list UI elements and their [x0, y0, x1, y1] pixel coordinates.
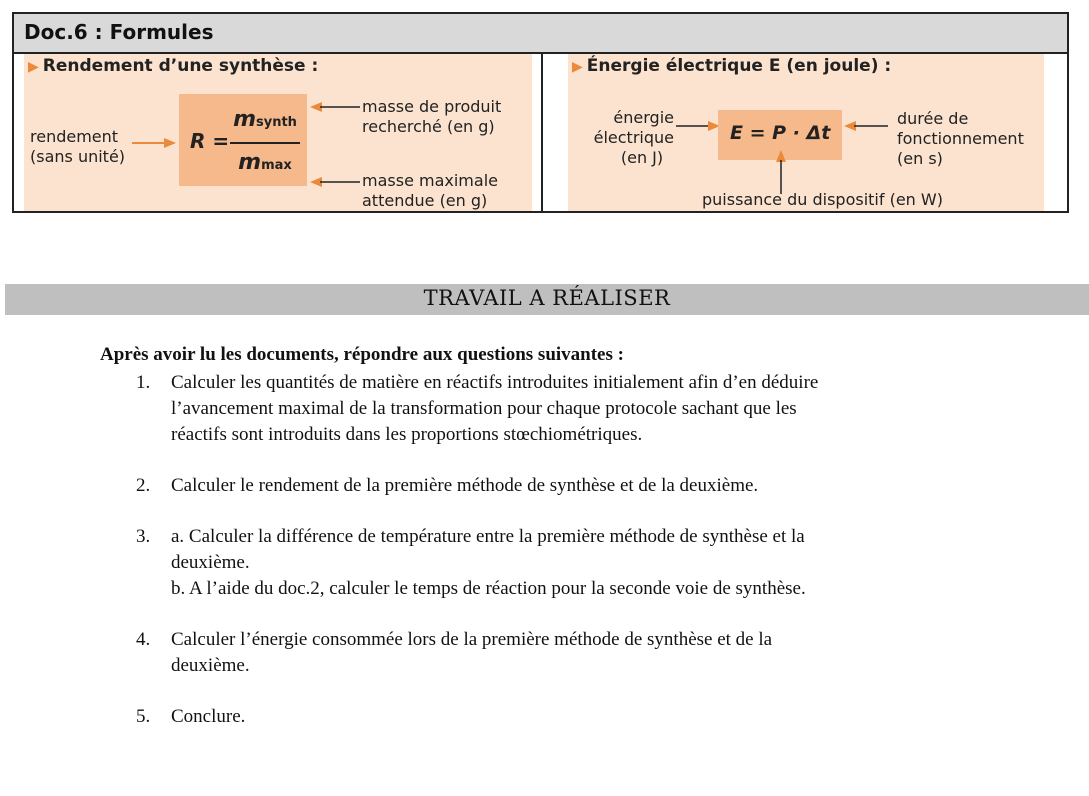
question-item [136, 704, 996, 730]
question-line: Calculer le rendement de la première méthode de synthèse et de la deuxième. [171, 475, 759, 496]
formula-r-lhs: R = [190, 129, 230, 153]
energie-panel-title: ▶ Énergie électrique E (en joule) : [572, 56, 892, 76]
travail-intro: Après avoir lu les documents, répondre aux questions suivantes : [100, 344, 624, 365]
arrow-left-icon [310, 176, 360, 188]
question-number: 5. [136, 706, 151, 727]
rendement-panel [24, 54, 532, 211]
energie-panel [568, 54, 1044, 211]
fraction-numerator: msynth [233, 107, 297, 132]
question-item [136, 627, 996, 679]
question-item [136, 524, 996, 602]
travail-title: TRAVAIL A RÉALISER [423, 286, 671, 310]
label-puissance: puissance du dispositif (en W) [702, 190, 943, 209]
question-line: deuxième. [171, 552, 250, 573]
question-line: Calculer les quantités de matière en réactifs introduites initialement afin d’en déduire [171, 372, 819, 393]
label-energie: énergie électrique (en J) [593, 108, 674, 167]
label-masse-max: masse maximale attendue (en g) [362, 171, 498, 210]
doc6-box [12, 12, 1069, 213]
label-masse-produit: masse de produit recherché (en g) [362, 97, 502, 136]
bullet-triangle-icon: ▶ [572, 59, 583, 75]
arrow-right-icon [132, 137, 176, 149]
bullet-triangle-icon: ▶ [28, 59, 39, 75]
question-number: 2. [136, 475, 151, 496]
question-line: l’avancement maximal de la transformation pour chaque protocole sachant que les [171, 398, 797, 419]
question-number: 4. [136, 629, 151, 650]
arrow-right-icon [676, 120, 720, 132]
rendement-panel-title: ▶ Rendement d’une synthèse : [28, 56, 319, 76]
travail-section-bar [5, 284, 1089, 315]
question-item [136, 473, 996, 499]
question-list [136, 370, 996, 755]
fraction-bar [230, 142, 300, 144]
question-line: réactifs sont introduits dans les proportions stœchiométriques. [171, 424, 643, 445]
arrow-left-icon [844, 120, 888, 132]
doc6-divider [541, 54, 543, 211]
question-number: 3. [136, 526, 151, 547]
question-number: 1. [136, 372, 151, 393]
arrow-up-icon [775, 150, 787, 194]
arrow-left-icon [310, 101, 360, 113]
question-line: b. A l’aide du doc.2, calculer le temps de réaction pour la seconde voie de synthèse. [171, 578, 806, 599]
question-line: a. Calculer la différence de température entre la première méthode de synthèse et la [171, 526, 805, 547]
fraction-denominator: mmax [238, 150, 292, 175]
question-item [136, 370, 996, 448]
doc6-title: Doc.6 : Formules [14, 14, 1067, 54]
question-line: Calculer l’énergie consommée lors de la première méthode de synthèse et de la [171, 629, 773, 650]
question-line: deuxième. [171, 655, 250, 676]
formula-energie: E = P · Δt [730, 122, 831, 144]
label-duree: durée de fonctionnement (en s) [897, 109, 1024, 168]
label-rendement: rendement (sans unité) [30, 127, 126, 166]
question-line: Conclure. [171, 706, 246, 727]
